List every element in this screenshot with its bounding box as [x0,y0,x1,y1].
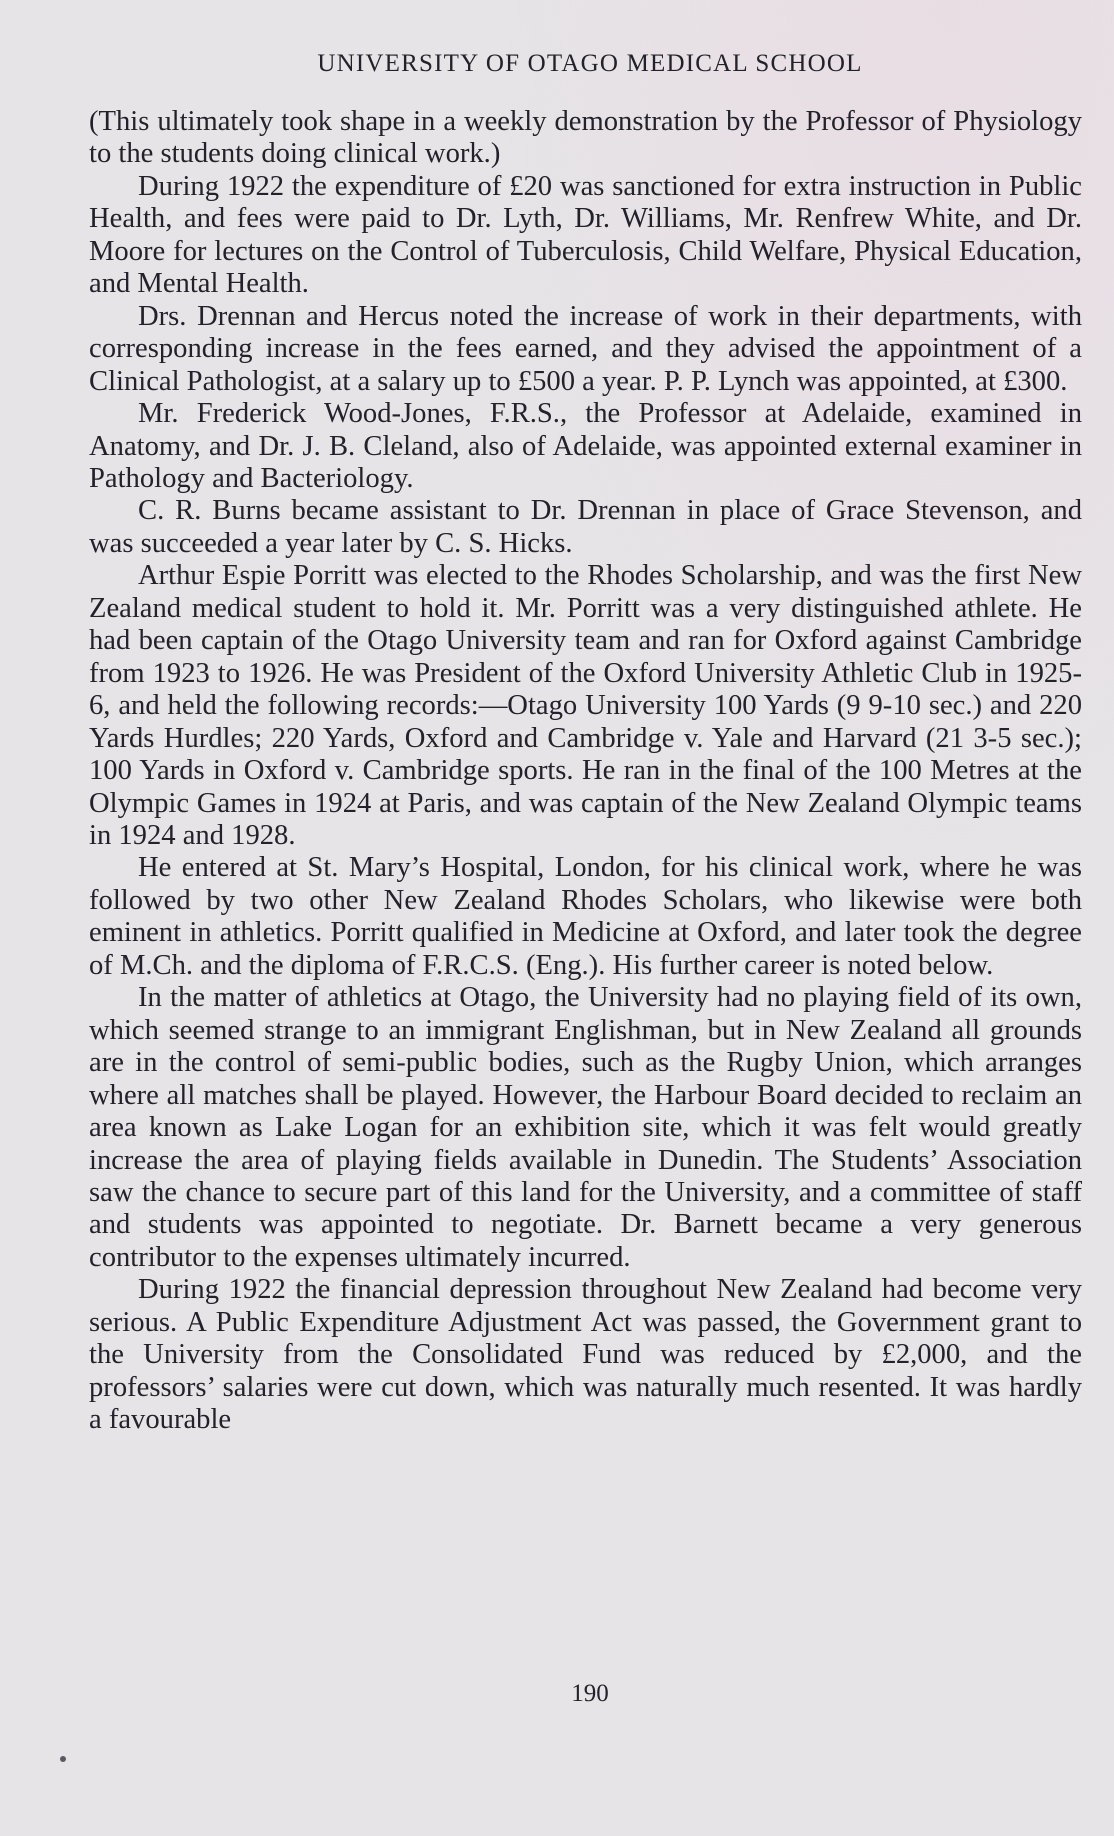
paragraph: (This ultimately took shape in a weekly demonstration by the Professor of Physiology to the students doing clinical work.) [89,106,1082,170]
paragraph: During 1922 the financial depression throughout New Zealand had become very serious. A Public Expenditure Adjustment Act was passed, the Government grant to the University from the Consolidated Fund was reduced by £2,000, and the professors’ salaries were cut down, which was naturally much resented. It was hardly a favourable [89,1274,1082,1436]
paper-speck [60,1756,66,1762]
paragraph: C. R. Burns became assistant to Dr. Drennan in place of Grace Stevenson, and was succeeded a year later by C. S. Hicks. [89,495,1082,559]
running-head: UNIVERSITY OF OTAGO MEDICAL SCHOOL [317,50,863,77]
paragraph: Mr. Frederick Wood-Jones, F.R.S., the Professor at Adelaide, examined in Anatomy, and Dr. J. B. Cleland, also of Adelaide, was appointed external examiner in Pathology and Bacteriology. [89,398,1082,494]
paragraph: Arthur Espie Porritt was elected to the Rhodes Scholarship, and was the first New Zealand medical student to hold it. Mr. Porritt was a very distinguished athlete. He had been captain of the Otago University team and ran for Oxford against Cambridge from 1923 to 1926. He was President of the Oxford University Athletic Club in 1925-6, and held the following records:—Otago University 100 Yards (9 9-10 sec.) and 220 Yards Hurdles; 220 Yards, Oxford and Cambridge v. Yale and Harvard (21 3-5 sec.); 100 Yards in Oxford v. Cambridge sports. He ran in the final of the 100 Metres at the Olympic Games in 1924 at Paris, and was captain of the New Zealand Olympic teams in 1924 and 1928. [89,560,1082,851]
paragraph: Drs. Drennan and Hercus noted the increase of work in their departments, with corresponding increase in the fees earned, and they advised the appointment of a Clinical Pathologist, at a salary up to £500 a year. P. P. Lynch was appointed, at £300. [89,300,1082,397]
body-text [89,106,1082,1437]
page-number: 190 [571,1680,609,1707]
paragraph: In the matter of athletics at Otago, the University had no playing field of its own, which seemed strange to an immigrant Englishman, but in New Zealand all grounds are in the control of semi-public bodies, such as the Rugby Union, which arranges where all matches shall be played. However, the Harbour Board decided to reclaim an area known as Lake Logan for an exhibition site, which it was felt would greatly increase the area of playing fields available in Dunedin. The Students’ Association saw the chance to secure part of this land for the University, and a committee of staff and students was appointed to negotiate. Dr. Barnett became a very generous contributor to the expenses ultimately incurred. [89,982,1082,1273]
paragraph: He entered at St. Mary’s Hospital, London, for his clinical work, where he was followed by two other New Zealand Rhodes Scholars, who likewise were both eminent in athletics. Porritt qualified in Medicine at Oxford, and later took the degree of M.Ch. and the diploma of F.R.C.S. (Eng.). His further career is noted below. [89,852,1082,981]
paragraph: During 1922 the expenditure of £20 was sanctioned for extra instruction in Public Health, and fees were paid to Dr. Lyth, Dr. Williams, Mr. Renfrew White, and Dr. Moore for lectures on the Control of Tuberculosis, Child Welfare, Physical Education, and Mental Health. [89,170,1082,300]
